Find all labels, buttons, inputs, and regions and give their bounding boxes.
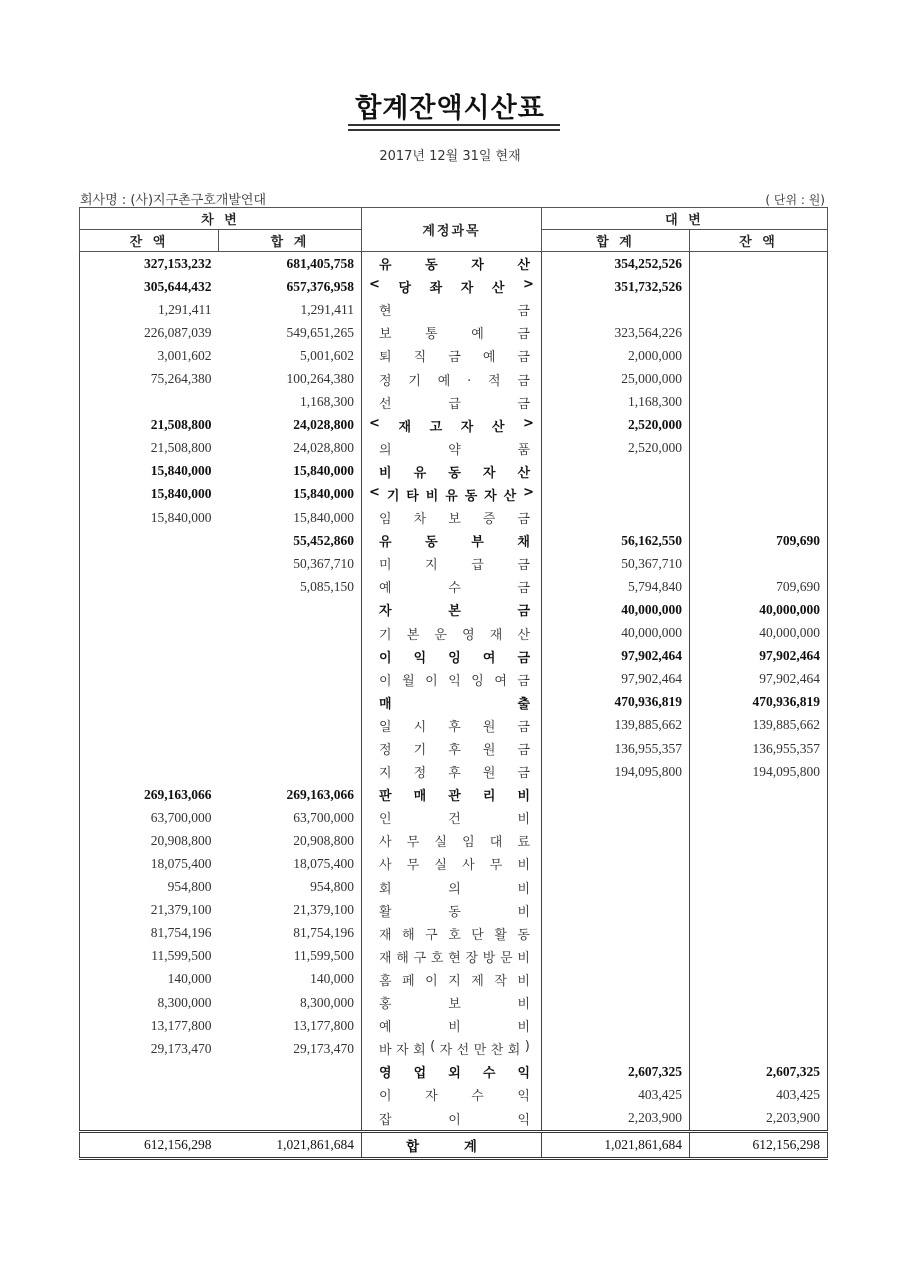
credit-balance-cell: [690, 783, 828, 806]
credit-total-cell: [542, 1014, 690, 1037]
table-row: [80, 414, 828, 437]
table-row: [80, 575, 828, 598]
debit-balance-cell: [80, 645, 219, 668]
credit-total-cell: [542, 829, 690, 852]
account-name: 유 동 자 산: [379, 258, 530, 274]
debit-total-cell: 15,840,000: [219, 483, 362, 506]
credit-total-header: 합 계: [542, 230, 690, 252]
table-row: [80, 598, 828, 621]
credit-balance-cell: [690, 321, 828, 344]
credit-total-cell: 194,095,800: [542, 760, 690, 783]
account-name: 이 익 잉 여 금: [379, 650, 530, 666]
page-title: 합계잔액시산표: [355, 93, 545, 124]
credit-total-cell: [542, 783, 690, 806]
credit-total-cell: 2,000,000: [542, 344, 690, 367]
account-name-cell: [362, 991, 542, 1014]
account-name-cell: [362, 622, 542, 645]
debit-balance-cell: 29,173,470: [80, 1037, 219, 1060]
account-name: 바 자 회 ( 자 선 만 찬 회 ): [379, 1039, 530, 1059]
credit-total-cell: 40,000,000: [542, 622, 690, 645]
account-name-cell: [362, 760, 542, 783]
table-row: [80, 1060, 828, 1083]
account-name-cell: [362, 391, 542, 414]
debit-balance-cell: 75,264,380: [80, 367, 219, 390]
account-name-cell: [362, 945, 542, 968]
account-name-cell: [362, 1083, 542, 1106]
table-row: [80, 298, 828, 321]
debit-total-cell: [219, 645, 362, 668]
account-name: 미 지 급 금: [379, 558, 530, 574]
debit-balance-cell: [80, 714, 219, 737]
debit-total-cell: 549,651,265: [219, 321, 362, 344]
account-name: 이 월 이 익 잉 여 금: [379, 673, 530, 689]
debit-balance-cell: [80, 737, 219, 760]
credit-total-cell: 40,000,000: [542, 598, 690, 621]
table-row: [80, 460, 828, 483]
credit-total-cell: [542, 876, 690, 899]
table-row: [80, 991, 828, 1014]
debit-balance-cell: [80, 598, 219, 621]
debit-balance-cell: [80, 1106, 219, 1131]
credit-balance-cell: [690, 876, 828, 899]
account-name-cell: [362, 668, 542, 691]
debit-balance-cell: 15,840,000: [80, 460, 219, 483]
table-row: [80, 506, 828, 529]
credit-total-cell: 56,162,550: [542, 529, 690, 552]
credit-total-cell: 2,607,325: [542, 1060, 690, 1083]
debit-total-cell: [219, 691, 362, 714]
account-name: 일 시 후 원 금: [379, 719, 530, 735]
account-name-cell: [362, 876, 542, 899]
debit-balance-cell: [80, 1083, 219, 1106]
table-row: [80, 391, 828, 414]
account-name-cell: [362, 899, 542, 922]
debit-total-cell: [219, 760, 362, 783]
debit-balance-cell: 21,508,800: [80, 414, 219, 437]
account-name: 임 차 보 증 금: [379, 512, 530, 528]
table-row: [80, 783, 828, 806]
table-row: [80, 876, 828, 899]
credit-balance-cell: [690, 344, 828, 367]
debit-balance-cell: 954,800: [80, 876, 219, 899]
account-name: 보 통 예 금: [379, 327, 530, 343]
credit-total-cell: [542, 899, 690, 922]
account-name: 이 자 수 익: [379, 1089, 530, 1105]
debit-header: 차 변: [80, 208, 362, 230]
credit-balance-cell: [690, 829, 828, 852]
debit-balance-cell: [80, 668, 219, 691]
account-name-cell: [362, 506, 542, 529]
debit-balance-cell: 63,700,000: [80, 806, 219, 829]
debit-balance-cell: [80, 691, 219, 714]
debit-balance-cell: 15,840,000: [80, 506, 219, 529]
credit-balance-cell: [690, 391, 828, 414]
account-name: 예 비 비: [379, 1020, 530, 1036]
credit-total-cell: 136,955,357: [542, 737, 690, 760]
table-row: [80, 1037, 828, 1060]
debit-balance-cell: [80, 760, 219, 783]
credit-balance-cell: 709,690: [690, 529, 828, 552]
account-name-cell: [362, 344, 542, 367]
account-name-cell: [362, 714, 542, 737]
credit-balance-cell: [690, 1014, 828, 1037]
table-row: [80, 645, 828, 668]
debit-total-cell: 5,085,150: [219, 575, 362, 598]
account-name-cell: [362, 367, 542, 390]
debit-total-cell: 657,376,958: [219, 275, 362, 298]
debit-balance-cell: [80, 575, 219, 598]
account-name-cell: [362, 575, 542, 598]
debit-balance-cell: 20,908,800: [80, 829, 219, 852]
credit-balance-cell: [690, 968, 828, 991]
debit-balance-cell: 21,379,100: [80, 899, 219, 922]
account-name-cell: [362, 829, 542, 852]
table-body: [80, 252, 828, 1132]
credit-total-cell: 97,902,464: [542, 668, 690, 691]
credit-balance-cell: [690, 552, 828, 575]
debit-total-cell: [219, 1106, 362, 1131]
account-name-cell: [362, 783, 542, 806]
credit-balance-cell: [690, 991, 828, 1014]
debit-total-cell: [219, 737, 362, 760]
account-name-cell: [362, 645, 542, 668]
credit-balance-cell: 97,902,464: [690, 668, 828, 691]
table-row: [80, 668, 828, 691]
debit-balance-cell: 8,300,000: [80, 991, 219, 1014]
table-row: [80, 945, 828, 968]
debit-balance-cell: 226,087,039: [80, 321, 219, 344]
table-row: [80, 806, 828, 829]
credit-balance-cell: 2,203,900: [690, 1106, 828, 1131]
account-name: 잡 이 익: [379, 1112, 530, 1128]
total-debit-total: 1,021,861,684: [219, 1131, 362, 1158]
debit-balance-cell: 13,177,800: [80, 1014, 219, 1037]
debit-total-cell: 5,001,602: [219, 344, 362, 367]
debit-balance-cell: 140,000: [80, 968, 219, 991]
debit-balance-cell: [80, 552, 219, 575]
debit-balance-cell: 305,644,432: [80, 275, 219, 298]
account-name: 홈 페 이 지 제 작 비: [379, 973, 530, 989]
account-name-cell: [362, 321, 542, 344]
table-row: [80, 437, 828, 460]
debit-balance-cell: 269,163,066: [80, 783, 219, 806]
account-name: 인 건 비: [379, 812, 530, 828]
table-row: [80, 829, 828, 852]
account-name-cell: [362, 1106, 542, 1131]
account-name: 재 해 구 호 단 활 동: [379, 927, 530, 943]
debit-balance-cell: [80, 391, 219, 414]
report-date: 2017년 12월 31일 현재: [379, 149, 521, 164]
debit-balance-cell: [80, 529, 219, 552]
total-debit-balance: 612,156,298: [80, 1131, 219, 1158]
account-name-cell: [362, 1060, 542, 1083]
account-name: 재 해 구 호 현 장 방 문 비: [379, 950, 530, 966]
debit-total-cell: 29,173,470: [219, 1037, 362, 1060]
credit-total-cell: 2,203,900: [542, 1106, 690, 1131]
debit-balance-cell: 1,291,411: [80, 298, 219, 321]
debit-total-cell: 269,163,066: [219, 783, 362, 806]
account-name-cell: [362, 298, 542, 321]
table-row: [80, 1106, 828, 1131]
debit-total-cell: 8,300,000: [219, 991, 362, 1014]
account-name: 비 유 동 자 산: [379, 465, 530, 481]
debit-total-cell: 15,840,000: [219, 506, 362, 529]
credit-total-cell: 323,564,226: [542, 321, 690, 344]
credit-total-cell: [542, 852, 690, 875]
debit-balance-cell: [80, 1060, 219, 1083]
credit-balance-header: 잔 액: [690, 230, 828, 252]
account-name: 매 출: [379, 696, 530, 712]
credit-total-cell: [542, 968, 690, 991]
debit-total-cell: [219, 598, 362, 621]
account-name: 자 본 금: [379, 604, 530, 620]
table-row: [80, 691, 828, 714]
credit-balance-cell: 40,000,000: [690, 622, 828, 645]
debit-balance-cell: 21,508,800: [80, 437, 219, 460]
account-name: 기 본 운 영 재 산: [379, 627, 530, 643]
total-credit-total: 1,021,861,684: [542, 1131, 690, 1158]
account-name: 홍 보 비: [379, 997, 530, 1013]
debit-total-cell: 63,700,000: [219, 806, 362, 829]
account-name-cell: [362, 252, 542, 276]
unit-label: ( 단위 : 원): [765, 193, 825, 207]
debit-total-cell: [219, 1083, 362, 1106]
credit-balance-cell: [690, 298, 828, 321]
trial-balance-table: [79, 207, 828, 1160]
table-row: [80, 483, 828, 506]
debit-balance-cell: 327,153,232: [80, 252, 219, 276]
credit-balance-cell: 403,425: [690, 1083, 828, 1106]
credit-balance-cell: [690, 367, 828, 390]
debit-total-cell: 15,840,000: [219, 460, 362, 483]
debit-total-cell: 1,291,411: [219, 298, 362, 321]
credit-balance-cell: [690, 483, 828, 506]
account-name: 선 급 금: [379, 396, 530, 412]
account-name: 판 매 관 리 비: [379, 789, 530, 805]
debit-total-cell: 81,754,196: [219, 922, 362, 945]
account-name: 퇴 직 금 예 금: [379, 350, 530, 366]
table-row: [80, 968, 828, 991]
table-row: [80, 1014, 828, 1037]
debit-balance-cell: 3,001,602: [80, 344, 219, 367]
debit-total-cell: 140,000: [219, 968, 362, 991]
table-row: [80, 714, 828, 737]
credit-balance-cell: 194,095,800: [690, 760, 828, 783]
debit-total-cell: 13,177,800: [219, 1014, 362, 1037]
total-row: [80, 1131, 828, 1158]
credit-balance-cell: [690, 437, 828, 460]
table-row: [80, 552, 828, 575]
credit-total-cell: 139,885,662: [542, 714, 690, 737]
table-row: [80, 275, 828, 298]
account-name-cell: [362, 414, 542, 437]
credit-balance-cell: [690, 252, 828, 276]
debit-balance-cell: [80, 622, 219, 645]
account-name-cell: [362, 529, 542, 552]
debit-total-cell: 11,599,500: [219, 945, 362, 968]
credit-balance-cell: [690, 460, 828, 483]
credit-balance-cell: [690, 945, 828, 968]
table-row: [80, 1083, 828, 1106]
credit-balance-cell: [690, 275, 828, 298]
debit-balance-cell: 18,075,400: [80, 852, 219, 875]
credit-balance-cell: 40,000,000: [690, 598, 828, 621]
debit-total-cell: [219, 622, 362, 645]
account-name: 예 수 금: [379, 581, 530, 597]
account-name: 정 기 예 . 적 금: [379, 369, 530, 389]
account-name-cell: [362, 922, 542, 945]
account-name: 영 업 외 수 익: [379, 1066, 530, 1082]
debit-total-cell: [219, 1060, 362, 1083]
credit-total-cell: 50,367,710: [542, 552, 690, 575]
account-name-cell: [362, 598, 542, 621]
debit-balance-cell: 15,840,000: [80, 483, 219, 506]
credit-total-cell: [542, 806, 690, 829]
credit-total-cell: [542, 945, 690, 968]
table-row: [80, 922, 828, 945]
credit-balance-cell: 709,690: [690, 575, 828, 598]
credit-total-cell: 5,794,840: [542, 575, 690, 598]
account-name: 현 금: [379, 304, 530, 320]
credit-total-cell: 97,902,464: [542, 645, 690, 668]
title-underline-second: [348, 129, 560, 131]
credit-balance-cell: 470,936,819: [690, 691, 828, 714]
total-credit-balance: 612,156,298: [690, 1131, 828, 1158]
account-name-cell: [362, 437, 542, 460]
table-row: [80, 899, 828, 922]
debit-total-cell: 21,379,100: [219, 899, 362, 922]
credit-total-cell: [542, 1037, 690, 1060]
credit-total-cell: [542, 460, 690, 483]
debit-total-cell: 1,168,300: [219, 391, 362, 414]
credit-total-cell: [542, 298, 690, 321]
table-row: [80, 367, 828, 390]
table-row: [80, 852, 828, 875]
credit-total-cell: 25,000,000: [542, 367, 690, 390]
credit-total-cell: 351,732,526: [542, 275, 690, 298]
credit-balance-cell: [690, 414, 828, 437]
debit-balance-header: 잔 액: [80, 230, 219, 252]
debit-total-cell: 55,452,860: [219, 529, 362, 552]
debit-total-cell: 18,075,400: [219, 852, 362, 875]
credit-total-cell: 2,520,000: [542, 414, 690, 437]
account-name-cell: [362, 691, 542, 714]
credit-balance-cell: [690, 806, 828, 829]
account-name-cell: [362, 1037, 542, 1060]
credit-balance-cell: [690, 506, 828, 529]
credit-balance-cell: 139,885,662: [690, 714, 828, 737]
account-name-cell: [362, 968, 542, 991]
debit-total-cell: 100,264,380: [219, 367, 362, 390]
table-row: [80, 321, 828, 344]
account-name: 활 동 비: [379, 904, 530, 920]
debit-total-header: 합 계: [219, 230, 362, 252]
debit-total-cell: 20,908,800: [219, 829, 362, 852]
credit-total-cell: 470,936,819: [542, 691, 690, 714]
debit-balance-cell: 81,754,196: [80, 922, 219, 945]
table-row: [80, 252, 828, 276]
credit-total-cell: [542, 506, 690, 529]
account-name-cell: [362, 806, 542, 829]
account-header: 계정과목: [362, 208, 542, 252]
credit-total-cell: [542, 922, 690, 945]
table-row: [80, 622, 828, 645]
account-name: < 당 좌 자 산 >: [369, 277, 534, 297]
debit-total-cell: 24,028,800: [219, 414, 362, 437]
credit-balance-cell: 136,955,357: [690, 737, 828, 760]
account-name-cell: [362, 275, 542, 298]
table-row: [80, 529, 828, 552]
debit-total-cell: [219, 714, 362, 737]
debit-balance-cell: 11,599,500: [80, 945, 219, 968]
credit-total-cell: 1,168,300: [542, 391, 690, 414]
table-row: [80, 344, 828, 367]
credit-total-cell: [542, 483, 690, 506]
debit-total-cell: [219, 668, 362, 691]
credit-total-cell: 354,252,526: [542, 252, 690, 276]
credit-balance-cell: [690, 852, 828, 875]
account-name-cell: [362, 483, 542, 506]
account-name-cell: [362, 460, 542, 483]
debit-total-cell: 681,405,758: [219, 252, 362, 276]
account-name: 의 약 품: [379, 442, 530, 458]
account-name-cell: [362, 852, 542, 875]
credit-balance-cell: 97,902,464: [690, 645, 828, 668]
account-name: 사 무 실 임 대 료: [379, 835, 530, 851]
company-name: 회사명 : (사)지구촌구호개발연대: [80, 193, 267, 208]
account-name: 유 동 부 채: [379, 535, 530, 551]
debit-total-cell: 954,800: [219, 876, 362, 899]
title-underline: [348, 124, 560, 126]
table-row: [80, 760, 828, 783]
credit-header: 대 변: [542, 208, 828, 230]
account-name: 정 기 후 원 금: [379, 743, 530, 759]
account-name: < 재 고 자 산 >: [369, 415, 534, 435]
account-name-cell: [362, 1014, 542, 1037]
credit-total-cell: 403,425: [542, 1083, 690, 1106]
debit-total-cell: 24,028,800: [219, 437, 362, 460]
credit-balance-cell: [690, 922, 828, 945]
credit-balance-cell: [690, 899, 828, 922]
account-name: 지 정 후 원 금: [379, 766, 530, 782]
account-name: < 기 타 비 유 동 자 산 >: [369, 484, 534, 504]
debit-total-cell: 50,367,710: [219, 552, 362, 575]
table-row: [80, 737, 828, 760]
total-label: 합 계: [362, 1131, 542, 1158]
credit-balance-cell: 2,607,325: [690, 1060, 828, 1083]
account-name: 사 무 실 사 무 비: [379, 858, 530, 874]
account-name-cell: [362, 552, 542, 575]
credit-total-cell: 2,520,000: [542, 437, 690, 460]
credit-balance-cell: [690, 1037, 828, 1060]
credit-total-cell: [542, 991, 690, 1014]
account-name: 회 의 비: [379, 881, 530, 897]
account-name-cell: [362, 737, 542, 760]
